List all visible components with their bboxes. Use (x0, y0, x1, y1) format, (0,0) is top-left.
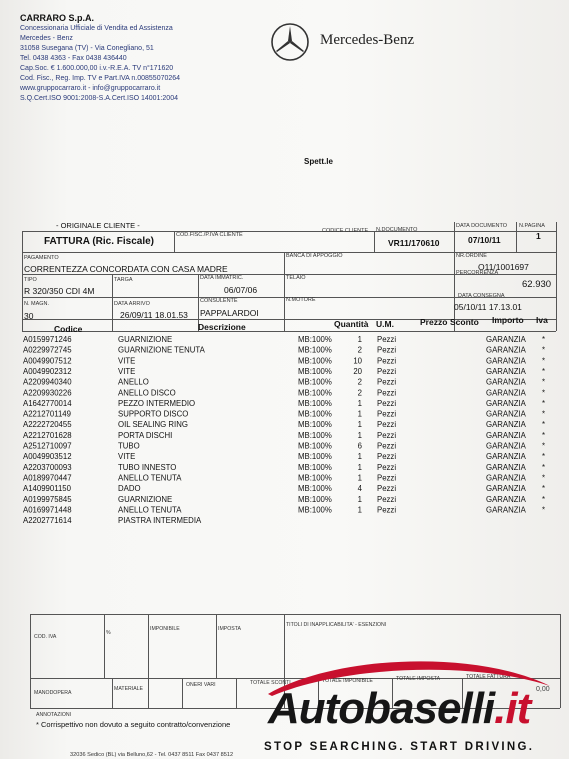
item-amount: GARANZIA (486, 398, 526, 408)
item-unit: Pezzi (377, 430, 397, 440)
order-number: O11/1001697 (478, 262, 529, 272)
item-description: VITE (118, 356, 136, 366)
item-warranty-share: MB:100% (298, 366, 332, 376)
label-cod-iva: COD. IVA (34, 634, 57, 640)
item-vat: * (542, 452, 546, 462)
company-line: www.gruppocarraro.it - info@gruppocarraro.it (20, 85, 161, 92)
label-totale-imposta: TOTALE IMPOSTA (396, 676, 441, 682)
item-unit: Pezzi (377, 484, 397, 494)
item-vat: * (542, 441, 546, 451)
item-row (22, 516, 556, 527)
item-unit: Pezzi (377, 494, 397, 504)
item-row (22, 484, 556, 495)
item-amount: GARANZIA (486, 452, 526, 462)
item-row (22, 346, 556, 357)
header-prezzo: Prezzo (420, 317, 448, 327)
item-quantity: 1 (357, 473, 362, 483)
item-vat: * (542, 356, 546, 366)
item-vat: * (542, 377, 546, 387)
label-manodopera: MANODOPERA (34, 690, 72, 696)
company-name: CARRARO S.p.A. (20, 13, 94, 23)
item-code: A0169971448 (23, 505, 72, 515)
item-quantity: 1 (357, 430, 362, 440)
document-number: VR11/170610 (388, 238, 440, 248)
item-description: ANELLO TENUTA (118, 473, 182, 483)
item-code: A0159971246 (23, 335, 72, 344)
item-row (22, 420, 556, 431)
item-amount: GARANZIA (486, 356, 526, 366)
label-nr-ordine: NR.ORDINE (456, 253, 487, 259)
item-quantity: 2 (357, 345, 362, 355)
item-unit: Pezzi (377, 420, 397, 430)
item-unit: Pezzi (377, 505, 397, 515)
label-totale-sconti: TOTALE SCONTI (250, 680, 291, 686)
item-amount: GARANZIA (486, 366, 526, 376)
item-code: A2203700093 (23, 462, 72, 472)
item-quantity: 1 (357, 398, 362, 408)
label-cod-fisc: COD.FISC./P.IVA CLIENTE (176, 232, 243, 238)
item-row (22, 388, 556, 399)
label-percent: % (106, 630, 111, 636)
page-number: 1 (536, 231, 541, 241)
item-unit: Pezzi (377, 452, 397, 462)
item-vat: * (542, 398, 546, 408)
item-warranty-share: MB:100% (298, 484, 332, 494)
registration-date: 06/07/06 (224, 285, 258, 295)
item-unit: Pezzi (377, 335, 397, 344)
header-descrizione: Descrizione (198, 322, 246, 332)
item-quantity: 1 (357, 335, 362, 344)
annotation-note: * Corrispettivo non dovuto a seguito contratto/convenzione (36, 720, 231, 729)
company-header (20, 12, 180, 104)
header-sconto: Sconto (450, 317, 479, 327)
item-row (22, 473, 556, 484)
vehicle-type: R 320/350 CDI 4M (24, 286, 95, 296)
invoice-grid (22, 221, 556, 526)
item-warranty-share: MB:100% (298, 430, 332, 440)
item-amount: GARANZIA (486, 409, 526, 419)
label-pagamento: PAGAMENTO (24, 255, 59, 261)
item-amount: GARANZIA (486, 377, 526, 387)
item-vat: * (542, 345, 546, 355)
item-row (22, 442, 556, 453)
item-vat: * (542, 505, 546, 515)
document-type: FATTURA (Ric. Fiscale) (44, 236, 155, 247)
item-unit: Pezzi (377, 377, 397, 387)
item-amount: GARANZIA (486, 388, 526, 398)
header-iva: Iva (536, 315, 548, 325)
item-vat: * (542, 366, 546, 376)
item-quantity: 1 (357, 462, 362, 472)
item-warranty-share: MB:100% (298, 452, 332, 462)
item-code: A0049907512 (23, 356, 72, 366)
item-amount: GARANZIA (486, 494, 526, 504)
company-line: Tel. 0438 4363 - Fax 0438 436440 (20, 55, 127, 62)
header-quantita: Quantità (334, 319, 369, 329)
item-amount: GARANZIA (486, 505, 526, 515)
branch-address: 32036 Sedico (BL) via Belluno,62 - Tel. 0437 8511 Fax 0437 8512 (70, 752, 234, 758)
item-quantity: 1 (357, 420, 362, 430)
warehouse-number: 30 (24, 311, 34, 321)
item-warranty-share: MB:100% (298, 494, 332, 504)
label-codice-cliente: CODICE CLIENTE (322, 228, 369, 234)
item-quantity: 2 (357, 388, 362, 398)
recipient-greeting: Spett.le (304, 157, 333, 166)
watermark-logo (268, 684, 530, 734)
label-annotazioni: ANNOTAZIONI (36, 712, 72, 718)
company-line: Mercedes - Benz (20, 35, 73, 42)
label-imponibile: IMPONIBILE (150, 626, 180, 632)
item-description: ANELLO TENUTA (118, 505, 182, 515)
label-consulente: CONSULENTE (200, 298, 238, 304)
item-row (22, 335, 556, 346)
item-amount: GARANZIA (486, 335, 526, 344)
label-data-consegna: DATA CONSEGNA (458, 293, 505, 299)
item-description: PEZZO INTERMEDIO (118, 398, 196, 408)
item-row (22, 431, 556, 442)
item-unit: Pezzi (377, 473, 397, 483)
item-warranty-share: MB:100% (298, 356, 332, 366)
item-code: A2209940340 (23, 377, 72, 387)
watermark-tld: .it (494, 684, 531, 733)
label-targa: TARGA (114, 277, 133, 283)
item-code: A0049903512 (23, 452, 72, 462)
item-vat: * (542, 484, 546, 494)
item-vat: * (542, 335, 546, 344)
delivery-date: 05/10/11 17.13.01 (454, 302, 522, 312)
item-warranty-share: MB:100% (298, 409, 332, 419)
item-row (22, 463, 556, 474)
item-warranty-share: MB:100% (298, 420, 332, 430)
item-row (22, 356, 556, 367)
document-date: 07/10/11 (468, 235, 501, 245)
item-description: VITE (118, 452, 136, 462)
label-totale-fattura: TOTALE FATTURA (466, 674, 511, 680)
item-quantity: 2 (357, 377, 362, 387)
item-code: A2202771614 (23, 516, 72, 526)
item-code: A0229972745 (23, 345, 72, 355)
label-n-motore: N.MOTORE (286, 297, 316, 303)
label-imposta: IMPOSTA (218, 626, 241, 632)
label-n-documento: N.DOCUMENTO (376, 227, 418, 233)
item-description: PORTA DISCHI (118, 430, 173, 440)
watermark-brand: Autobaselli (268, 684, 495, 733)
item-warranty-share: MB:100% (298, 398, 332, 408)
item-amount: GARANZIA (486, 484, 526, 494)
item-vat: * (542, 409, 546, 419)
item-vat: * (542, 462, 546, 472)
item-amount: GARANZIA (486, 345, 526, 355)
item-unit: Pezzi (377, 356, 397, 366)
company-line: 31058 Susegana (TV) - Via Conegliano, 51 (20, 45, 154, 52)
item-description: GUARNIZIONE TENUTA (118, 345, 205, 355)
company-line: Cod. Fisc., Reg. Imp. TV e Part.IVA n.00855070264 (20, 75, 181, 82)
label-materiale: MATERIALE (114, 686, 144, 692)
item-amount: GARANZIA (486, 462, 526, 472)
item-warranty-share: MB:100% (298, 345, 332, 355)
watermark-slogan: STOP SEARCHING. START DRIVING. (264, 741, 535, 753)
item-code: A2212701149 (23, 409, 71, 419)
item-description: ANELLO DISCO (118, 388, 176, 398)
label-titoli-esenzioni: TITOLI DI INAPPLICABILITA' - ESENZIONI (286, 622, 387, 628)
item-amount: GARANZIA (486, 473, 526, 483)
total-amount: 0,00 (536, 686, 550, 693)
payment-terms: CORRENTEZZA CONCORDATA CON CASA MADRE (24, 264, 228, 274)
item-code: A0199975845 (23, 494, 72, 504)
item-description: PIASTRA INTERMEDIA (118, 516, 202, 526)
item-vat: * (542, 473, 546, 483)
item-vat: * (542, 420, 546, 430)
header-codice: Codice (54, 324, 83, 334)
item-quantity: 1 (357, 452, 362, 462)
item-description: GUARNIZIONE (118, 335, 173, 344)
consultant: PAPPALARDOI (200, 308, 259, 318)
item-quantity: 1 (357, 409, 362, 419)
item-description: ANELLO (118, 377, 149, 387)
item-description: OIL SEALING RING (118, 420, 188, 430)
item-code: A0049902312 (23, 366, 72, 376)
company-line: S.Q.Cert.ISO 9001:2008-S.A.Cert.ISO 14001:2004 (20, 95, 178, 102)
item-description: TUBO (118, 441, 140, 451)
item-code: A2512710097 (23, 441, 72, 451)
label-n-magn: N. MAGN. (24, 301, 50, 307)
item-row (22, 452, 556, 463)
item-row (22, 495, 556, 506)
item-warranty-share: MB:100% (298, 462, 332, 472)
item-description: DADO (118, 484, 141, 494)
item-amount: GARANZIA (486, 430, 526, 440)
company-line: Cap.Soc. € 1.600.000,00 i.v.-R.E.A. TV n°171620 (20, 65, 174, 72)
item-unit: Pezzi (377, 345, 397, 355)
mercedes-star-icon (270, 22, 310, 62)
label-telaio: TELAIO (286, 275, 306, 281)
item-unit: Pezzi (377, 441, 397, 451)
label-data-documento: DATA DOCUMENTO (456, 223, 508, 229)
arrival-date: 26/09/11 18.01.53 (120, 310, 188, 320)
item-code: A1409901150 (23, 484, 71, 494)
label-data-immatric: DATA IMMATRIC. (200, 275, 244, 281)
item-unit: Pezzi (377, 366, 397, 376)
item-row (22, 378, 556, 389)
header-um: U.M. (376, 319, 394, 329)
header-importo: Importo (492, 315, 524, 325)
item-quantity: 6 (357, 441, 362, 451)
item-unit: Pezzi (377, 409, 397, 419)
item-vat: * (542, 430, 546, 440)
item-code: A0189970447 (23, 473, 72, 483)
label-n-pagina: N.PAGINA (519, 223, 545, 229)
mercedes-benz-logotype: Mercedes-Benz (320, 32, 415, 48)
label-oneri-vari: ONERI VARI (186, 682, 216, 688)
item-row (22, 367, 556, 378)
item-amount: GARANZIA (486, 441, 526, 451)
copy-label: - ORIGINALE CLIENTE - (56, 221, 140, 230)
item-code: A2212701628 (23, 430, 72, 440)
item-vat: * (542, 494, 546, 504)
item-code: A2222720455 (23, 420, 72, 430)
item-quantity: 1 (357, 494, 362, 504)
item-unit: Pezzi (377, 388, 397, 398)
mileage: 62.930 (522, 279, 552, 290)
item-unit: Pezzi (377, 462, 397, 472)
item-quantity: 4 (357, 484, 362, 494)
item-description: VITE (118, 366, 136, 376)
item-row (22, 399, 556, 410)
label-percorrenza: PERCORRENZA (456, 270, 499, 276)
item-description: TUBO INNESTO (118, 462, 177, 472)
company-line: Concessionaria Ufficiale di Vendita ed Assistenza (20, 25, 173, 32)
item-warranty-share: MB:100% (298, 377, 332, 387)
label-data-arrivo: DATA ARRIVO (114, 301, 150, 307)
item-quantity: 10 (353, 356, 362, 366)
label-banca: BANCA DI APPOGGIO (286, 253, 343, 259)
item-amount: GARANZIA (486, 420, 526, 430)
item-warranty-share: MB:100% (298, 441, 332, 451)
label-tipo: TIPO (24, 277, 37, 283)
item-description: SUPPORTO DISCO (118, 409, 189, 419)
item-warranty-share: MB:100% (298, 335, 332, 344)
item-quantity: 20 (353, 366, 362, 376)
item-vat: * (542, 388, 546, 398)
item-row (22, 410, 556, 421)
item-code: A2209930226 (23, 388, 72, 398)
item-warranty-share: MB:100% (298, 473, 332, 483)
label-totale-imponibile: TOTALE IMPONIBILE (322, 678, 373, 684)
item-description: GUARNIZIONE (118, 494, 173, 504)
item-unit: Pezzi (377, 398, 397, 408)
item-code: A1642770014 (23, 398, 72, 408)
item-warranty-share: MB:100% (298, 505, 332, 515)
item-warranty-share: MB:100% (298, 388, 332, 398)
item-quantity: 1 (357, 505, 362, 515)
item-row (22, 505, 556, 516)
